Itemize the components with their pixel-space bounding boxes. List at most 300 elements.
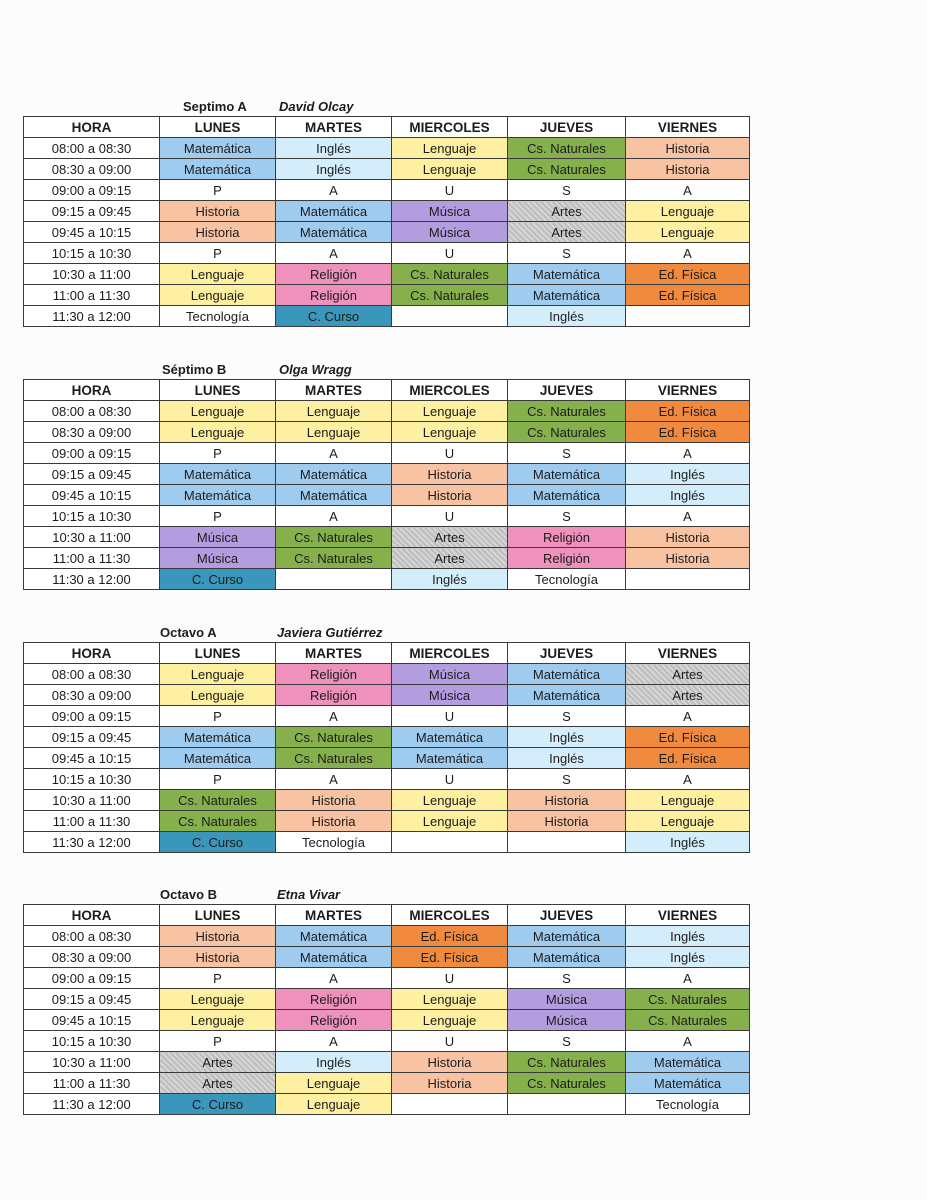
- table-row: [24, 285, 750, 306]
- subject-cell-tecnologia: Tecnología: [508, 569, 626, 590]
- time-slot: 09:00 a 09:15: [24, 180, 160, 201]
- schedule-septimo-b: [23, 359, 749, 590]
- subject-cell-lenguaje: Lenguaje: [160, 401, 276, 422]
- subject-cell-empty: [392, 306, 508, 327]
- column-header-lunes: LUNES: [160, 905, 276, 926]
- subject-cell-artes: Artes: [508, 201, 626, 222]
- table-row: [24, 485, 750, 506]
- column-header-viernes: VIERNES: [626, 380, 750, 401]
- subject-cell-ed-fisica: Ed. Física: [392, 947, 508, 968]
- subject-cell-p: P: [160, 180, 276, 201]
- table-row: [24, 1031, 750, 1052]
- schedule-header: [23, 622, 749, 642]
- subject-cell-cs-naturales: Cs. Naturales: [276, 548, 392, 569]
- table-row: [24, 811, 750, 832]
- table-row: [24, 138, 750, 159]
- subject-cell-historia: Historia: [626, 138, 750, 159]
- subject-cell-p: P: [160, 243, 276, 264]
- header-row: [24, 643, 750, 664]
- column-header-miercoles: MIERCOLES: [392, 643, 508, 664]
- column-header-martes: MARTES: [276, 905, 392, 926]
- header-row: [24, 905, 750, 926]
- subject-cell-matematica: Matemática: [160, 464, 276, 485]
- subject-cell-a: A: [626, 243, 750, 264]
- subject-cell-a: A: [626, 706, 750, 727]
- time-slot: 11:30 a 12:00: [24, 832, 160, 853]
- subject-cell-historia: Historia: [508, 790, 626, 811]
- time-slot: 10:30 a 11:00: [24, 1052, 160, 1073]
- column-header-hora: HORA: [24, 905, 160, 926]
- subject-cell-s: S: [508, 243, 626, 264]
- time-slot: 09:15 a 09:45: [24, 727, 160, 748]
- subject-cell-historia: Historia: [276, 811, 392, 832]
- subject-cell-historia: Historia: [626, 548, 750, 569]
- schedule-septimo-a: [23, 96, 749, 327]
- subject-cell-ingles: Inglés: [626, 464, 750, 485]
- subject-cell-cs-naturales: Cs. Naturales: [508, 1052, 626, 1073]
- column-header-hora: HORA: [24, 380, 160, 401]
- subject-cell-matematica: Matemática: [508, 664, 626, 685]
- grade-label: Octavo B: [160, 887, 218, 902]
- time-slot: 09:15 a 09:45: [24, 989, 160, 1010]
- subject-cell-matematica: Matemática: [508, 464, 626, 485]
- subject-cell-lenguaje: Lenguaje: [160, 422, 276, 443]
- subject-cell-musica: Música: [392, 664, 508, 685]
- subject-cell-matematica: Matemática: [276, 485, 392, 506]
- subject-cell-lenguaje: Lenguaje: [626, 790, 750, 811]
- table-row: [24, 968, 750, 989]
- subject-cell-empty: [392, 832, 508, 853]
- subject-cell-tecnologia: Tecnología: [626, 1094, 750, 1115]
- subject-cell-matematica: Matemática: [508, 285, 626, 306]
- subject-cell-a: A: [276, 769, 392, 790]
- time-slot: 08:30 a 09:00: [24, 947, 160, 968]
- subject-cell-matematica: Matemática: [160, 159, 276, 180]
- time-slot: 08:30 a 09:00: [24, 159, 160, 180]
- subject-cell-a: A: [626, 506, 750, 527]
- subject-cell-lenguaje: Lenguaje: [276, 1073, 392, 1094]
- subject-cell-historia: Historia: [160, 222, 276, 243]
- table-row: [24, 401, 750, 422]
- subject-cell-lenguaje: Lenguaje: [160, 664, 276, 685]
- schedule-octavo-b: [23, 884, 749, 1115]
- subject-cell-p: P: [160, 968, 276, 989]
- subject-cell-cs-naturales: Cs. Naturales: [626, 989, 750, 1010]
- subject-cell-ed-fisica: Ed. Física: [626, 401, 750, 422]
- time-slot: 11:30 a 12:00: [24, 569, 160, 590]
- subject-cell-u: U: [392, 180, 508, 201]
- table-row: [24, 201, 750, 222]
- subject-cell-cs-naturales: Cs. Naturales: [276, 727, 392, 748]
- subject-cell-s: S: [508, 769, 626, 790]
- subject-cell-cs-naturales: Cs. Naturales: [160, 790, 276, 811]
- column-header-hora: HORA: [24, 643, 160, 664]
- time-slot: 08:00 a 08:30: [24, 926, 160, 947]
- subject-cell-empty: [626, 569, 750, 590]
- subject-cell-lenguaje: Lenguaje: [160, 264, 276, 285]
- column-header-miercoles: MIERCOLES: [392, 905, 508, 926]
- subject-cell-ed-fisica: Ed. Física: [626, 264, 750, 285]
- subject-cell-lenguaje: Lenguaje: [276, 1094, 392, 1115]
- subject-cell-a: A: [626, 443, 750, 464]
- table-row: [24, 243, 750, 264]
- time-slot: 10:15 a 10:30: [24, 243, 160, 264]
- subject-cell-musica: Música: [160, 548, 276, 569]
- teacher-name: Etna Vivar: [277, 887, 341, 902]
- column-header-viernes: VIERNES: [626, 643, 750, 664]
- time-slot: 11:00 a 11:30: [24, 285, 160, 306]
- subject-cell-c-curso: C. Curso: [160, 569, 276, 590]
- subject-cell-artes: Artes: [626, 685, 750, 706]
- subject-cell-a: A: [626, 1031, 750, 1052]
- subject-cell-c-curso: C. Curso: [160, 832, 276, 853]
- subject-cell-religion: Religión: [276, 685, 392, 706]
- table-row: [24, 443, 750, 464]
- time-slot: 09:15 a 09:45: [24, 464, 160, 485]
- subject-cell-lenguaje: Lenguaje: [626, 811, 750, 832]
- subject-cell-a: A: [276, 243, 392, 264]
- subject-cell-s: S: [508, 443, 626, 464]
- timetable: [23, 379, 750, 590]
- table-row: [24, 832, 750, 853]
- table-row: [24, 1052, 750, 1073]
- subject-cell-matematica: Matemática: [160, 485, 276, 506]
- subject-cell-ingles: Inglés: [508, 306, 626, 327]
- subject-cell-lenguaje: Lenguaje: [626, 201, 750, 222]
- subject-cell-matematica: Matemática: [276, 464, 392, 485]
- subject-cell-matematica: Matemática: [160, 748, 276, 769]
- table-row: [24, 264, 750, 285]
- column-header-viernes: VIERNES: [626, 117, 750, 138]
- subject-cell-matematica: Matemática: [160, 138, 276, 159]
- table-row: [24, 306, 750, 327]
- subject-cell-s: S: [508, 180, 626, 201]
- table-row: [24, 727, 750, 748]
- subject-cell-lenguaje: Lenguaje: [392, 159, 508, 180]
- subject-cell-tecnologia: Tecnología: [160, 306, 276, 327]
- subject-cell-matematica: Matemática: [392, 748, 508, 769]
- table-row: [24, 506, 750, 527]
- subject-cell-matematica: Matemática: [276, 201, 392, 222]
- subject-cell-s: S: [508, 506, 626, 527]
- time-slot: 08:30 a 09:00: [24, 422, 160, 443]
- time-slot: 09:45 a 10:15: [24, 222, 160, 243]
- column-header-jueves: JUEVES: [508, 117, 626, 138]
- subject-cell-historia: Historia: [392, 1052, 508, 1073]
- subject-cell-ed-fisica: Ed. Física: [626, 285, 750, 306]
- subject-cell-matematica: Matemática: [508, 485, 626, 506]
- subject-cell-s: S: [508, 706, 626, 727]
- teacher-name: Olga Wragg: [279, 362, 352, 377]
- table-row: [24, 464, 750, 485]
- subject-cell-a: A: [276, 706, 392, 727]
- time-slot: 09:45 a 10:15: [24, 485, 160, 506]
- subject-cell-lenguaje: Lenguaje: [392, 989, 508, 1010]
- time-slot: 08:30 a 09:00: [24, 685, 160, 706]
- subject-cell-historia: Historia: [626, 527, 750, 548]
- subject-cell-artes: Artes: [160, 1073, 276, 1094]
- table-row: [24, 569, 750, 590]
- column-header-lunes: LUNES: [160, 643, 276, 664]
- subject-cell-artes: Artes: [392, 548, 508, 569]
- subject-cell-cs-naturales: Cs. Naturales: [508, 159, 626, 180]
- subject-cell-ingles: Inglés: [626, 485, 750, 506]
- timetable: [23, 642, 750, 853]
- teacher-name: David Olcay: [279, 99, 354, 114]
- subject-cell-lenguaje: Lenguaje: [626, 222, 750, 243]
- table-row: [24, 947, 750, 968]
- column-header-miercoles: MIERCOLES: [392, 117, 508, 138]
- subject-cell-historia: Historia: [160, 926, 276, 947]
- table-row: [24, 159, 750, 180]
- column-header-lunes: LUNES: [160, 380, 276, 401]
- subject-cell-a: A: [276, 968, 392, 989]
- time-slot: 08:00 a 08:30: [24, 401, 160, 422]
- table-row: [24, 706, 750, 727]
- subject-cell-ingles: Inglés: [626, 947, 750, 968]
- time-slot: 11:00 a 11:30: [24, 811, 160, 832]
- time-slot: 11:30 a 12:00: [24, 306, 160, 327]
- column-header-martes: MARTES: [276, 643, 392, 664]
- subject-cell-cs-naturales: Cs. Naturales: [392, 264, 508, 285]
- timetable: [23, 904, 750, 1115]
- table-row: [24, 222, 750, 243]
- subject-cell-artes: Artes: [508, 222, 626, 243]
- table-row: [24, 769, 750, 790]
- subject-cell-ingles: Inglés: [276, 159, 392, 180]
- grade-label: Septimo A: [183, 99, 247, 114]
- table-row: [24, 989, 750, 1010]
- subject-cell-ingles: Inglés: [276, 1052, 392, 1073]
- column-header-martes: MARTES: [276, 117, 392, 138]
- time-slot: 11:30 a 12:00: [24, 1094, 160, 1115]
- subject-cell-musica: Música: [392, 685, 508, 706]
- subject-cell-matematica: Matemática: [392, 727, 508, 748]
- subject-cell-ingles: Inglés: [392, 569, 508, 590]
- time-slot: 10:30 a 11:00: [24, 527, 160, 548]
- subject-cell-cs-naturales: Cs. Naturales: [508, 422, 626, 443]
- subject-cell-historia: Historia: [392, 464, 508, 485]
- subject-cell-historia: Historia: [160, 201, 276, 222]
- grade-label: Séptimo B: [162, 362, 227, 377]
- time-slot: 10:30 a 11:00: [24, 264, 160, 285]
- table-row: [24, 790, 750, 811]
- subject-cell-lenguaje: Lenguaje: [392, 422, 508, 443]
- table-row: [24, 1010, 750, 1031]
- schedule-header: [23, 359, 749, 379]
- subject-cell-historia: Historia: [276, 790, 392, 811]
- subject-cell-matematica: Matemática: [508, 926, 626, 947]
- subject-cell-p: P: [160, 706, 276, 727]
- column-header-lunes: LUNES: [160, 117, 276, 138]
- subject-cell-a: A: [626, 968, 750, 989]
- time-slot: 09:45 a 10:15: [24, 748, 160, 769]
- timetable: [23, 116, 750, 327]
- subject-cell-matematica: Matemática: [276, 926, 392, 947]
- subject-cell-u: U: [392, 706, 508, 727]
- table-row: [24, 422, 750, 443]
- subject-cell-musica: Música: [392, 222, 508, 243]
- subject-cell-matematica: Matemática: [508, 685, 626, 706]
- subject-cell-musica: Música: [392, 201, 508, 222]
- subject-cell-a: A: [276, 180, 392, 201]
- subject-cell-a: A: [626, 180, 750, 201]
- subject-cell-a: A: [626, 769, 750, 790]
- time-slot: 09:00 a 09:15: [24, 968, 160, 989]
- schedule-header: [23, 96, 749, 116]
- subject-cell-a: A: [276, 443, 392, 464]
- table-row: [24, 1073, 750, 1094]
- subject-cell-artes: Artes: [160, 1052, 276, 1073]
- subject-cell-cs-naturales: Cs. Naturales: [626, 1010, 750, 1031]
- teacher-name: Javiera Gutiérrez: [277, 625, 383, 640]
- subject-cell-cs-naturales: Cs. Naturales: [160, 811, 276, 832]
- subject-cell-matematica: Matemática: [508, 264, 626, 285]
- subject-cell-ingles: Inglés: [626, 832, 750, 853]
- subject-cell-religion: Religión: [508, 527, 626, 548]
- subject-cell-lenguaje: Lenguaje: [276, 401, 392, 422]
- subject-cell-p: P: [160, 443, 276, 464]
- subject-cell-ingles: Inglés: [508, 727, 626, 748]
- subject-cell-u: U: [392, 1031, 508, 1052]
- time-slot: 08:00 a 08:30: [24, 664, 160, 685]
- subject-cell-lenguaje: Lenguaje: [160, 685, 276, 706]
- subject-cell-matematica: Matemática: [276, 947, 392, 968]
- subject-cell-cs-naturales: Cs. Naturales: [392, 285, 508, 306]
- subject-cell-lenguaje: Lenguaje: [392, 401, 508, 422]
- table-row: [24, 527, 750, 548]
- subject-cell-a: A: [276, 506, 392, 527]
- subject-cell-musica: Música: [160, 527, 276, 548]
- subject-cell-u: U: [392, 968, 508, 989]
- subject-cell-empty: [392, 1094, 508, 1115]
- subject-cell-ed-fisica: Ed. Física: [626, 422, 750, 443]
- time-slot: 08:00 a 08:30: [24, 138, 160, 159]
- subject-cell-p: P: [160, 1031, 276, 1052]
- subject-cell-historia: Historia: [160, 947, 276, 968]
- subject-cell-empty: [508, 1094, 626, 1115]
- subject-cell-empty: [276, 569, 392, 590]
- subject-cell-lenguaje: Lenguaje: [392, 811, 508, 832]
- table-row: [24, 685, 750, 706]
- subject-cell-tecnologia: Tecnología: [276, 832, 392, 853]
- subject-cell-u: U: [392, 443, 508, 464]
- column-header-martes: MARTES: [276, 380, 392, 401]
- table-row: [24, 664, 750, 685]
- subject-cell-ingles: Inglés: [276, 138, 392, 159]
- subject-cell-c-curso: C. Curso: [276, 306, 392, 327]
- subject-cell-religion: Religión: [276, 285, 392, 306]
- subject-cell-historia: Historia: [392, 1073, 508, 1094]
- subject-cell-p: P: [160, 769, 276, 790]
- subject-cell-cs-naturales: Cs. Naturales: [276, 748, 392, 769]
- subject-cell-historia: Historia: [508, 811, 626, 832]
- table-row: [24, 926, 750, 947]
- column-header-miercoles: MIERCOLES: [392, 380, 508, 401]
- table-row: [24, 748, 750, 769]
- subject-cell-u: U: [392, 506, 508, 527]
- subject-cell-ingles: Inglés: [508, 748, 626, 769]
- subject-cell-u: U: [392, 243, 508, 264]
- schedule-octavo-a: [23, 622, 749, 853]
- subject-cell-empty: [508, 832, 626, 853]
- subject-cell-ingles: Inglés: [626, 926, 750, 947]
- subject-cell-matematica: Matemática: [276, 222, 392, 243]
- subject-cell-musica: Música: [508, 1010, 626, 1031]
- table-row: [24, 1094, 750, 1115]
- subject-cell-c-curso: C. Curso: [160, 1094, 276, 1115]
- header-row: [24, 380, 750, 401]
- time-slot: 10:15 a 10:30: [24, 1031, 160, 1052]
- subject-cell-lenguaje: Lenguaje: [160, 285, 276, 306]
- subject-cell-lenguaje: Lenguaje: [392, 138, 508, 159]
- subject-cell-ed-fisica: Ed. Física: [392, 926, 508, 947]
- subject-cell-matematica: Matemática: [508, 947, 626, 968]
- subject-cell-musica: Música: [508, 989, 626, 1010]
- grade-label: Octavo A: [160, 625, 217, 640]
- subject-cell-p: P: [160, 506, 276, 527]
- column-header-viernes: VIERNES: [626, 905, 750, 926]
- subject-cell-cs-naturales: Cs. Naturales: [508, 1073, 626, 1094]
- header-row: [24, 117, 750, 138]
- time-slot: 09:00 a 09:15: [24, 706, 160, 727]
- time-slot: 10:15 a 10:30: [24, 769, 160, 790]
- subject-cell-artes: Artes: [626, 664, 750, 685]
- subject-cell-religion: Religión: [276, 1010, 392, 1031]
- time-slot: 11:00 a 11:30: [24, 548, 160, 569]
- subject-cell-religion: Religión: [276, 989, 392, 1010]
- subject-cell-cs-naturales: Cs. Naturales: [508, 401, 626, 422]
- table-row: [24, 548, 750, 569]
- subject-cell-empty: [626, 306, 750, 327]
- subject-cell-matematica: Matemática: [626, 1052, 750, 1073]
- column-header-hora: HORA: [24, 117, 160, 138]
- time-slot: 09:00 a 09:15: [24, 443, 160, 464]
- subject-cell-matematica: Matemática: [160, 727, 276, 748]
- subject-cell-u: U: [392, 769, 508, 790]
- column-header-jueves: JUEVES: [508, 643, 626, 664]
- subject-cell-historia: Historia: [626, 159, 750, 180]
- subject-cell-religion: Religión: [276, 664, 392, 685]
- subject-cell-matematica: Matemática: [626, 1073, 750, 1094]
- subject-cell-ed-fisica: Ed. Física: [626, 727, 750, 748]
- time-slot: 09:45 a 10:15: [24, 1010, 160, 1031]
- column-header-jueves: JUEVES: [508, 905, 626, 926]
- subject-cell-a: A: [276, 1031, 392, 1052]
- subject-cell-s: S: [508, 968, 626, 989]
- subject-cell-artes: Artes: [392, 527, 508, 548]
- subject-cell-lenguaje: Lenguaje: [392, 1010, 508, 1031]
- schedule-header: [23, 884, 749, 904]
- subject-cell-religion: Religión: [276, 264, 392, 285]
- subject-cell-lenguaje: Lenguaje: [392, 790, 508, 811]
- time-slot: 09:15 a 09:45: [24, 201, 160, 222]
- table-row: [24, 180, 750, 201]
- subject-cell-cs-naturales: Cs. Naturales: [508, 138, 626, 159]
- column-header-jueves: JUEVES: [508, 380, 626, 401]
- time-slot: 10:15 a 10:30: [24, 506, 160, 527]
- subject-cell-s: S: [508, 1031, 626, 1052]
- time-slot: 10:30 a 11:00: [24, 790, 160, 811]
- time-slot: 11:00 a 11:30: [24, 1073, 160, 1094]
- subject-cell-lenguaje: Lenguaje: [160, 1010, 276, 1031]
- subject-cell-cs-naturales: Cs. Naturales: [276, 527, 392, 548]
- subject-cell-lenguaje: Lenguaje: [276, 422, 392, 443]
- subject-cell-historia: Historia: [392, 485, 508, 506]
- subject-cell-ed-fisica: Ed. Física: [626, 748, 750, 769]
- subject-cell-lenguaje: Lenguaje: [160, 989, 276, 1010]
- subject-cell-religion: Religión: [508, 548, 626, 569]
